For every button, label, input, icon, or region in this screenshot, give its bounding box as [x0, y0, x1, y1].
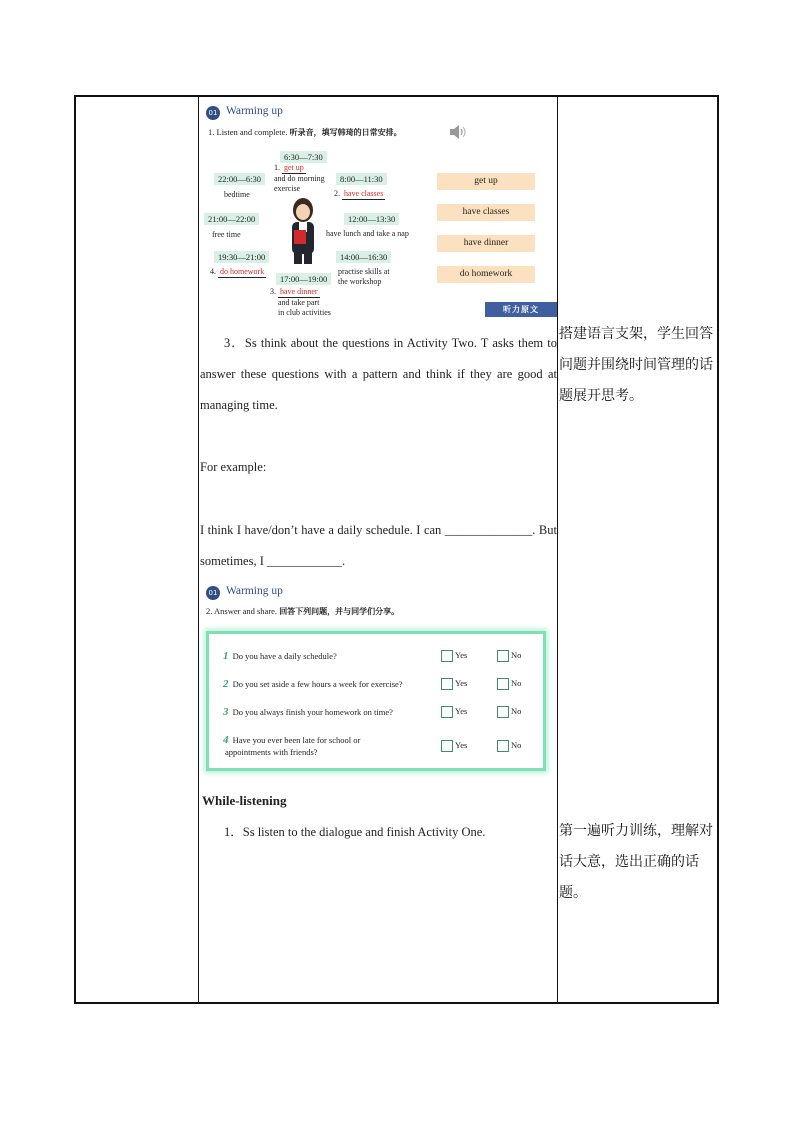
time-slot: 21:00—22:00 — [204, 213, 259, 225]
no-checkbox[interactable]: No — [497, 650, 521, 662]
time-slot: 19:30—21:00 — [214, 251, 269, 263]
no-checkbox[interactable]: No — [497, 740, 521, 752]
time-slot: 6:30—7:30 — [280, 151, 327, 163]
example-text: I think I have/don’t have a daily schedule. I can ______________. But sometimes, I ____________. — [200, 523, 557, 568]
question-row: 3 Do you always finish your homework on time? — [223, 706, 393, 718]
while-listening-step1: 1．Ss listen to the dialogue and finish Activity One. — [224, 825, 486, 839]
time-slot: 8:00—11:30 — [336, 173, 387, 185]
option-button[interactable]: have dinner — [437, 235, 535, 252]
warming-up-slide-2 — [202, 583, 552, 773]
column-divider-1 — [198, 97, 199, 1002]
option-button[interactable]: do homework — [437, 266, 535, 283]
transcript-button[interactable]: 听力原文 — [485, 302, 557, 317]
activity-homework: 4. do homework — [210, 267, 265, 276]
yes-checkbox[interactable]: Yes — [441, 740, 467, 752]
section-badge: 01 — [206, 586, 220, 600]
procedure-column — [200, 97, 557, 1002]
purpose-note-2: 第一遍听力训练，理解对话大意，选出正确的话题。 — [559, 823, 713, 901]
question-row: 4 Have you ever been late for school or appointments with friends? — [223, 734, 361, 757]
student-figure-image — [282, 196, 324, 266]
lesson-table — [74, 95, 719, 1004]
slide-instruction: 1. Listen and complete. 听录音，填写韩琦的日常安排。 — [208, 127, 402, 137]
activity-label: free time — [212, 230, 241, 239]
activity-classes: 2. have classes — [334, 189, 384, 198]
no-checkbox[interactable]: No — [497, 678, 521, 690]
slide-instruction: 2. Answer and share. 回答下列问题，并与同学们分享。 — [206, 606, 400, 616]
activity-morning: 1. get up and do morning exercise — [274, 163, 325, 193]
column-divider-2 — [557, 97, 558, 1002]
slide-title: Warming up — [226, 105, 283, 117]
time-slot: 12:00—13:30 — [344, 213, 399, 225]
activity-label: bedtime — [224, 190, 250, 199]
questionnaire-box — [206, 631, 546, 771]
yes-checkbox[interactable]: Yes — [441, 706, 467, 718]
warming-up-slide-1 — [202, 101, 555, 319]
example-label: For example: — [200, 460, 267, 474]
time-slot: 22:00—6:30 — [214, 173, 265, 185]
slide-title: Warming up — [226, 585, 283, 597]
yes-checkbox[interactable]: Yes — [441, 678, 467, 690]
speaker-icon[interactable] — [448, 123, 468, 141]
yes-checkbox[interactable]: Yes — [441, 650, 467, 662]
option-button[interactable]: have classes — [437, 204, 535, 221]
activity-dinner: 3. have dinner and take part in club activities — [270, 287, 331, 317]
question-row: 1 Do you have a daily schedule? — [223, 650, 337, 662]
option-button[interactable]: get up — [437, 173, 535, 190]
time-slot: 17:00—19:00 — [276, 273, 331, 285]
time-slot: 14:00—16:30 — [336, 251, 391, 263]
while-listening-heading: While-listening — [202, 793, 287, 808]
section-badge: 01 — [206, 106, 220, 120]
activity-practice: practise skills at the workshop — [338, 267, 390, 286]
step3-paragraph: 3．Ss think about the questions in Activity Two. T asks them to answer these questions with a pattern and think if they are good at managing time. — [200, 336, 557, 412]
no-checkbox[interactable]: No — [497, 706, 521, 718]
purpose-note-1: 搭建语言支架，学生回答问题并围绕时间管理的话题展开思考。 — [559, 326, 713, 404]
purpose-column — [559, 97, 719, 1002]
question-row: 2 Do you set aside a few hours a week for exercise? — [223, 678, 403, 690]
activity-label: have lunch and take a nap — [326, 229, 409, 238]
